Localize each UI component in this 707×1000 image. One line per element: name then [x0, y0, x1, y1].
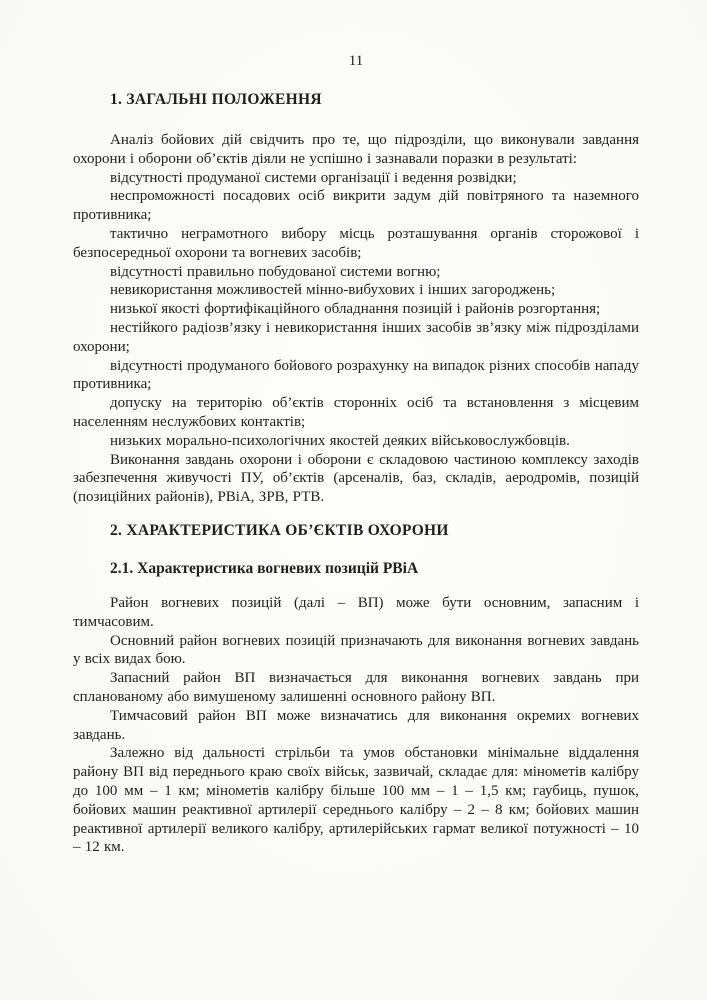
- paragraph: Район вогневих позицій (далі – ВП) може бути основним, запасним і тимчасовим.: [73, 594, 639, 630]
- paragraph: Запасний район ВП визначається для виконання вогневих завдань при спланованому або вимушеному залишенні основного району ВП.: [73, 670, 639, 705]
- list-item-paragraph: низьких морально-психологічних якостей деяких військовослужбовців.: [110, 432, 570, 449]
- page-content: [73, 0, 639, 857]
- page-number: 11: [348, 53, 364, 69]
- section-2-heading: 2. ХАРАКТЕРИСТИКА ОБ’ЄКТІВ ОХОРОНИ: [110, 521, 449, 539]
- section-1-heading: 1. ЗАГАЛЬНІ ПОЛОЖЕННЯ: [110, 91, 322, 108]
- paragraph: Залежно від дальності стрільби та умов обстановки мінімальне віддалення району ВП від переднього краю своїх військ, зазвичай, складає для: мінометів калібру до 100 мм – 1 км; мінометів калібру більше 100 мм – 1 – 1,5 км; гаубиць, пушок, бойових машин реактивної артилерії середнього калібру – 2 – 8 км; бойових машин реактивної артилерії великого калібру, артилерійських гармат великої потужності – 10 – 12 км.: [73, 745, 639, 856]
- list-item-paragraph: відсутності продуманого бойового розрахунку на випадок різних способів нападу противника;: [73, 357, 639, 393]
- section-2-1-heading: 2.1. Характеристика вогневих позицій РВіА: [110, 559, 419, 577]
- paragraph: Аналіз бойових дій свідчить про те, що підрозділи, що виконували завдання охорони і оборони об’єктів діяли не успішно і зазнавали поразки в результаті:: [73, 132, 639, 167]
- list-item-paragraph: відсутності правильно побудованої системи вогню;: [110, 263, 441, 280]
- list-item-paragraph: відсутності продуманої системи організації і ведення розвідки;: [110, 169, 517, 186]
- list-item-paragraph: допуску на територію об’єктів сторонніх осіб та встановлення з місцевим населенням неслужбових контактів;: [73, 395, 639, 430]
- list-item-paragraph: невикористання можливостей мінно-вибухових і інших загороджень;: [110, 282, 556, 299]
- list-item-paragraph: неспроможності посадових осіб викрити задум дій повітряного та наземного противника;: [73, 188, 639, 224]
- paragraph: Виконання завдань охорони і оборони є складовою частиною комплексу заходів забезпечення живучості ПУ, об’єктів (арсеналів, баз, складів, аеродромів, позицій (позиційних районів), РВіА, ЗРВ, РТВ.: [73, 451, 639, 506]
- list-item-paragraph: низької якості фортифікаційного обладнання позицій і районів розгортання;: [110, 301, 601, 318]
- list-item-paragraph: нестійкого радіозв’язку і невикористання інших засобів зв’язку між підрозділами охорони;: [73, 319, 639, 355]
- paragraph: Основний район вогневих позицій призначають для виконання вогневих завдань у всіх видах бою.: [73, 632, 639, 668]
- paragraph: Тимчасовий район ВП може визначатись для виконання окремих вогневих завдань.: [73, 707, 639, 743]
- list-item-paragraph: тактично неграмотного вибору місць розташування органів сторожової і безпосередньої охорони та вогневих засобів;: [73, 225, 639, 261]
